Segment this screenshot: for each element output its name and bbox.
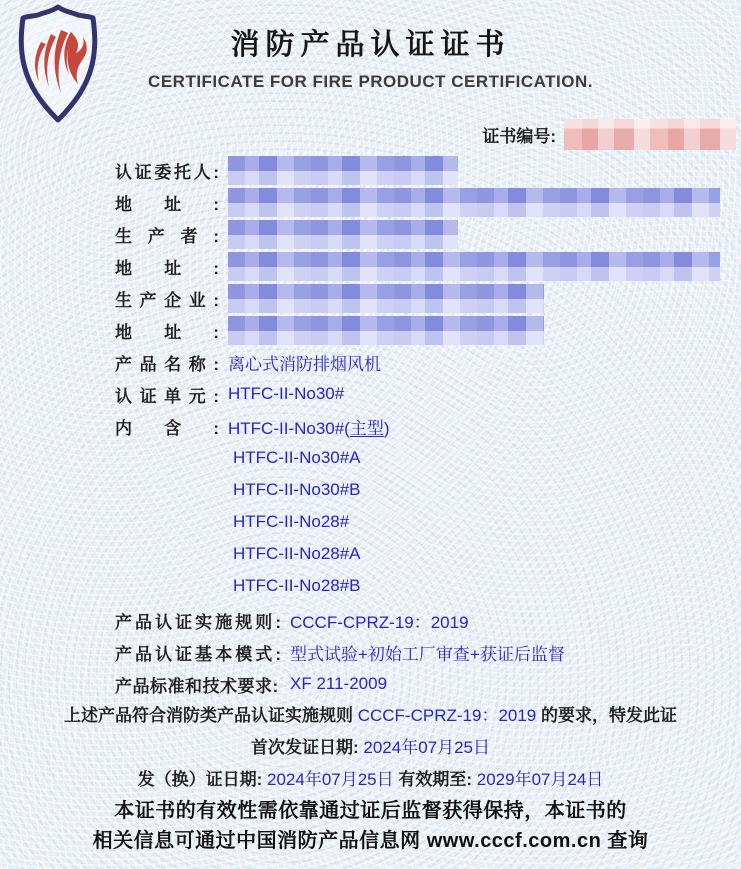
issue-date-label: 发（换）证日期: <box>137 770 267 789</box>
address-1-redacted <box>228 188 720 217</box>
model-list-item: HTFC-II-No28# <box>233 512 350 531</box>
impl-rule-label: 产品认证实施规则: <box>115 612 281 632</box>
certificate-subtitle-en: CERTIFICATE FOR FIRE PRODUCT CERTIFICATION. <box>148 72 593 91</box>
first-issue-date-line <box>0 732 741 764</box>
applicant-redacted <box>228 156 458 185</box>
standard-label: 产品标准和技术要求: <box>115 676 279 696</box>
field-row-standard <box>115 668 741 700</box>
producer-label: 生产者: <box>115 226 219 246</box>
producer-redacted <box>228 220 458 249</box>
certificate-title: 消防产品认证证书 <box>230 29 511 61</box>
includes-first-value <box>228 414 390 439</box>
validity-note-line2 <box>0 826 741 856</box>
cert-unit-value: HTFC-II-No30# <box>228 384 345 403</box>
statement-rule: CCCF-CPRZ-19：2019 <box>357 706 537 725</box>
factory-redacted <box>228 284 544 313</box>
statement-suffix: 的要求，特发此证 <box>536 706 677 725</box>
certification-rule-fields <box>115 604 741 700</box>
certificate-number-row <box>0 116 741 152</box>
product-name-value: 离心式消防排烟风机 <box>228 354 381 374</box>
impl-rule-value: CCCF-CPRZ-19：2019 <box>290 612 469 632</box>
model-list-item: HTFC-II-No28#A <box>233 544 361 563</box>
model-list-item: HTFC-II-No28#B <box>233 576 361 595</box>
field-row-address-1 <box>115 186 741 218</box>
includes-first-prefix: HTFC-II-No30#( <box>228 418 350 438</box>
field-row-producer <box>115 218 741 250</box>
certificate-number-redacted <box>564 119 736 150</box>
address-2-label: 地址: <box>115 258 219 278</box>
field-row-applicant <box>115 154 741 186</box>
field-row-includes <box>115 410 741 442</box>
address-3-label: 地址: <box>115 322 219 342</box>
valid-until-date: 2029年07月24日 <box>476 770 604 789</box>
field-row-address-3 <box>115 314 741 346</box>
model-list-item: HTFC-II-No30#A <box>233 448 361 467</box>
fire-shield-logo-icon <box>8 2 108 128</box>
statement-prefix: 上述产品符合消防类产品认证实施规则 <box>63 706 358 725</box>
address-2-redacted <box>228 252 720 281</box>
validity-note-line1: 本证书的有效性需依靠通过证后监督获得保持，本证书的 <box>114 800 627 822</box>
model-list-item: HTFC-II-No30#B <box>233 480 361 499</box>
field-row-product-name <box>115 346 741 378</box>
certificate-number-label: 证书编号: <box>482 126 556 146</box>
factory-label: 生产企业: <box>115 290 219 310</box>
address-3-redacted <box>228 316 544 345</box>
includes-first-main-model: 主型 <box>349 418 384 438</box>
footer-line2-prefix: 相关信息可通过中国消防产品信息网 <box>92 830 427 852</box>
applicant-label: 认证委托人: <box>115 162 219 182</box>
conformity-statement <box>0 700 741 732</box>
includes-label: 内含: <box>115 418 219 438</box>
field-row-factory <box>115 282 741 314</box>
basic-mode-value: 型式试验+初始工厂审查+获证后监督 <box>290 644 565 664</box>
footer-line2-suffix: 查询 <box>601 830 649 852</box>
field-row-basic-mode <box>115 636 741 668</box>
includes-first-suffix: ) <box>383 418 390 438</box>
certificate-header <box>0 0 741 92</box>
product-name-label: 产品名称: <box>115 354 219 374</box>
first-issue-label: 首次发证日期: <box>250 738 364 757</box>
footer-website: www.cccf.com.cn <box>426 830 602 852</box>
standard-value: XF 211-2009 <box>290 674 388 693</box>
issue-date: 2024年07月25日 <box>267 770 394 789</box>
field-row-impl-rule <box>115 604 741 636</box>
basic-mode-label: 产品认证基本模式: <box>115 644 281 664</box>
address-1-label: 地址: <box>115 194 219 214</box>
certificate-fields <box>115 154 741 442</box>
valid-until-label: 有效期至: <box>393 770 477 789</box>
field-row-cert-unit <box>115 378 741 410</box>
issue-validity-line <box>0 764 741 796</box>
cert-unit-label: 认证单元: <box>115 386 219 406</box>
field-row-address-2 <box>115 250 741 282</box>
first-issue-date: 2024年07月25日 <box>363 738 491 757</box>
